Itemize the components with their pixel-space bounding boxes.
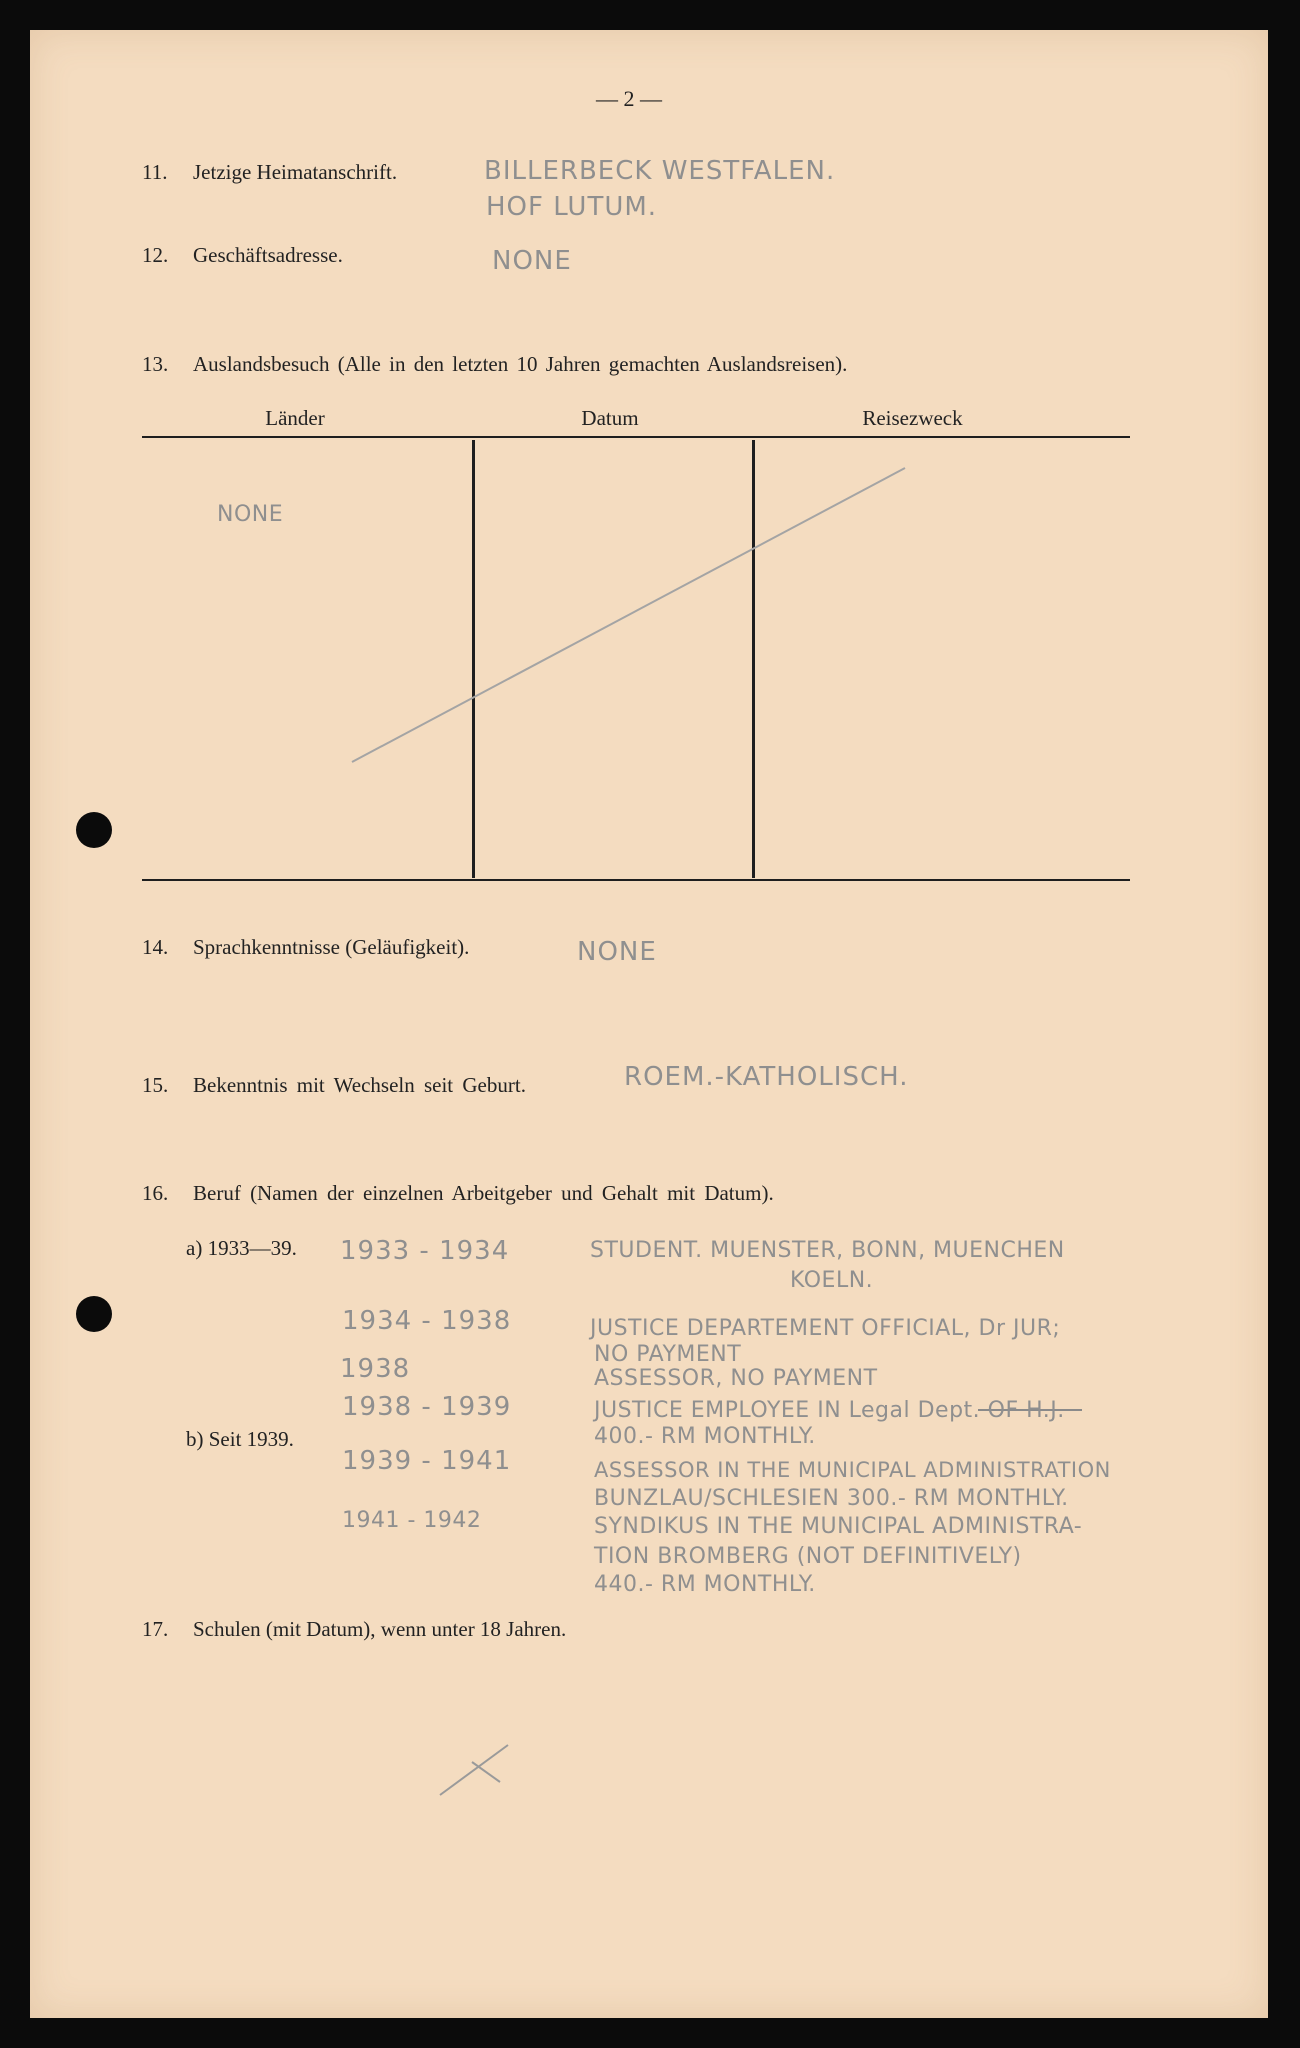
schools-strike-line: [440, 1745, 508, 1795]
employment-entry-line: ASSESSOR IN THE MUNICIPAL ADMINISTRATION: [594, 1458, 1111, 1482]
table-strike-line: [352, 468, 905, 762]
employment-entry-line: 440.- RM MONTHLY.: [594, 1572, 816, 1597]
table-header-datum: Datum: [581, 406, 639, 430]
page-number: — 2 —: [596, 86, 662, 111]
table-header-reisezweck: Reisezweck: [862, 406, 963, 430]
employment-entry-line: KOELN.: [790, 1268, 874, 1293]
employment-entry-line: JUSTICE EMPLOYEE IN Legal Dept. OF H.J.: [594, 1398, 1065, 1423]
employment-years: 1938 - 1939: [342, 1392, 512, 1422]
field-13-number: 13.: [142, 352, 169, 376]
field-12-label: Geschäftsadresse.: [193, 243, 343, 267]
field-11-value-line1: BILLERBECK WESTFALEN.: [484, 156, 836, 186]
field-14-number: 14.: [142, 935, 169, 959]
field-11-value-line2: HOF LUTUM.: [486, 192, 658, 222]
field-11-label: Jetzige Heimatanschrift.: [193, 160, 398, 184]
field-16-a-label: a) 1933—39.: [186, 1236, 297, 1260]
employment-entry-line: STUDENT. MUENSTER, BONN, MUENCHEN: [590, 1238, 1065, 1263]
schools-strike-mark: [472, 1762, 500, 1782]
employment-entry-line: BUNZLAU/SCHLESIEN 300.- RM MONTHLY.: [594, 1486, 1069, 1511]
field-16-b-label: b) Seit 1939.: [186, 1427, 294, 1451]
employment-entry-line: 400.- RM MONTHLY.: [594, 1424, 816, 1449]
employment-entry-line: TION BROMBERG (NOT DEFINITIVELY): [594, 1544, 1022, 1569]
employment-entry-line: SYNDIKUS IN THE MUNICIPAL ADMINISTRA-: [594, 1514, 1083, 1539]
field-13-label: Auslandsbesuch (Alle in den letzten 10 Jahren gemachten Auslandsreisen).: [193, 352, 848, 376]
field-17-label: Schulen (mit Datum), wenn unter 18 Jahren.: [193, 1617, 567, 1641]
field-12-value: NONE: [492, 246, 572, 276]
field-11-number: 11.: [142, 160, 168, 184]
field-16-number: 16.: [142, 1181, 169, 1205]
employment-years: 1939 - 1941: [342, 1446, 512, 1476]
employment-years: 1934 - 1938: [342, 1306, 512, 1336]
field-15-number: 15.: [142, 1073, 169, 1097]
table-header-laender: Länder: [265, 406, 325, 430]
employment-entry-line: ASSESSOR, NO PAYMENT: [594, 1366, 878, 1391]
employment-years: 1938: [340, 1354, 411, 1384]
employment-entry-line: JUSTICE DEPARTEMENT OFFICIAL, Dr JUR;: [590, 1316, 1061, 1341]
employment-entry-line: NO PAYMENT: [594, 1342, 742, 1367]
field-15-label: Bekenntnis mit Wechseln seit Geburt.: [193, 1073, 526, 1097]
field-12-number: 12.: [142, 243, 169, 267]
field-15-value: ROEM.-KATHOLISCH.: [624, 1062, 909, 1092]
field-14-label: Sprachkenntnisse (Geläufigkeit).: [193, 935, 470, 959]
employment-years: 1933 - 1934: [340, 1236, 510, 1266]
field-16-label: Beruf (Namen der einzelnen Arbeitgeber und Gehalt mit Datum).: [193, 1181, 774, 1205]
field-17-number: 17.: [142, 1617, 169, 1641]
field-14-value: NONE: [577, 937, 657, 967]
employment-years: 1941 - 1942: [342, 1508, 482, 1533]
field-13-value: NONE: [217, 502, 284, 527]
